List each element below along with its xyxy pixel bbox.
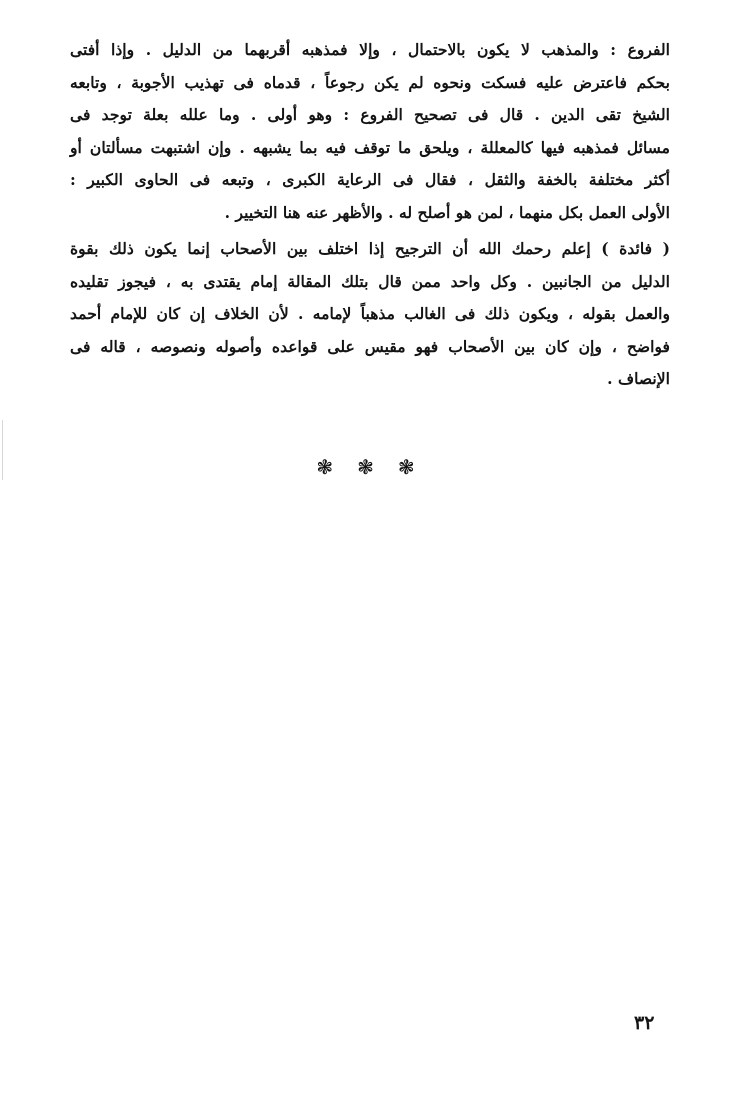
text-line: أكثر مختلفة بالخفة والثقل ، فقال فى الرعاية الكبرى ، وتبعه فى الحاوى الكبير : <box>70 170 670 189</box>
text-line: الشيخ تقى الدين . قال فى تصحيح الفروع : وهو أولى . وما علله بعلة توجد فى <box>70 105 670 124</box>
flower-ornament-icon: ❃ <box>357 455 398 479</box>
text-line: الدليل من الجانبين . وكل واحد ممن قال بتلك المقالة إمام يقتدى به ، فيجوز تقليده <box>70 271 670 291</box>
text-line: الفروع : والمذهب لا يكون بالاحتمال ، وإلا فمذهبه أقربهما من الدليل . وإذا أفتى <box>70 40 670 59</box>
page-number: ٣٢ <box>634 1012 655 1034</box>
text-line: ( فائدة ) إعلم رحمك الله أن الترجيح إذا اختلف بين الأصحاب إنما يكون ذلك بقوة <box>70 239 670 258</box>
text-line: والعمل بقوله ، ويكون ذلك فى الغالب مذهباً لإمامه . لأن الخلاف إن كان للإمام أحمد <box>70 304 670 323</box>
paragraph-1 <box>70 34 670 229</box>
paragraph-2 <box>70 233 670 396</box>
text-line: بحكم فاعترض عليه فسكت ونحوه لم يكن رجوعاً ، قدماه فى تهذيب الأجوبة ، وتابعه <box>70 72 670 92</box>
text-line: الإنصاف . <box>607 369 670 388</box>
text-line: مسائل فمذهبه فيها كالمعللة ، ويلحق ما توقف فيه بما يشبهه . وإن اشتبهت مسألتان أو <box>70 137 670 157</box>
section-divider-ornaments <box>0 455 755 479</box>
body-text <box>70 34 670 396</box>
flower-ornament-icon: ❃ <box>397 455 439 479</box>
text-line: فواضح ، وإن كان بين الأصحاب فهو مقيس على قواعده وأصوله ونصوصه ، قاله فى <box>70 336 670 356</box>
flower-ornament-icon: ❃ <box>316 455 358 479</box>
text-line: الأولى العمل بكل منهما ، لمن هو أصلح له . والأظهر عنه هنا التخيير . <box>224 202 670 222</box>
